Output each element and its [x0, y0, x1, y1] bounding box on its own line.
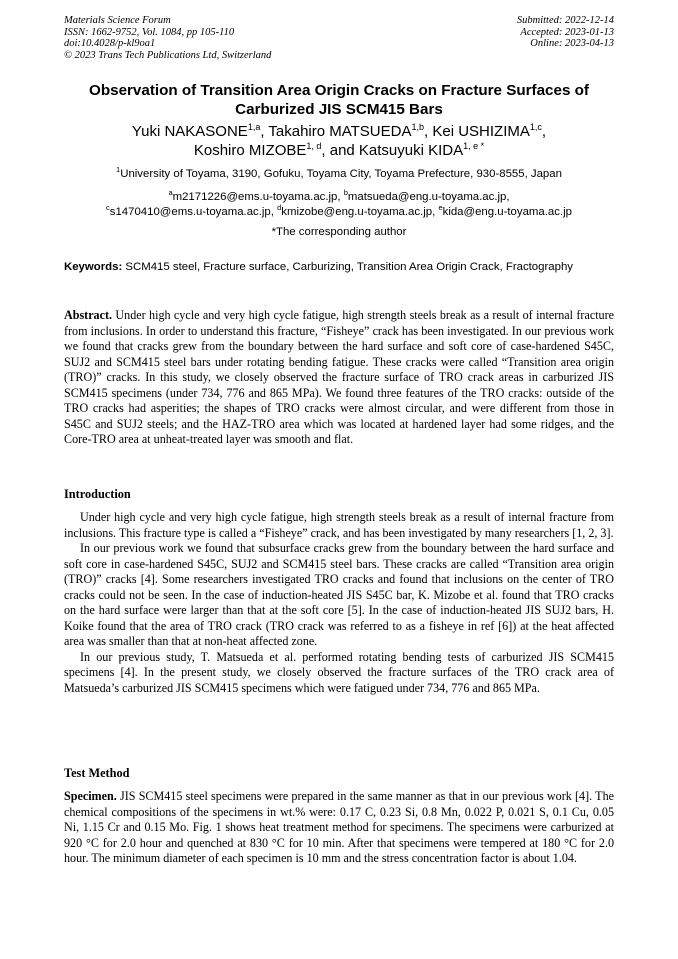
date-accepted: Accepted: 2023-01-13: [520, 26, 614, 38]
keywords: [64, 260, 614, 275]
affiliation: [64, 167, 614, 181]
author-name: Koshiro MIZOBE: [193, 141, 307, 159]
publication-dates: [517, 15, 614, 50]
date-online: Online: 2023-04-13: [530, 38, 614, 49]
journal-issn: ISSN: 1662-9752, Vol. 1084, pp 105-110: [64, 26, 235, 38]
author-name: , Takahiro MATSUEDA: [260, 123, 412, 140]
abstract-label: Abstract.: [64, 308, 113, 322]
author-list: [64, 123, 614, 160]
section-heading-introduction: Introduction: [64, 487, 131, 501]
section-heading-test-method: Test Method: [64, 766, 130, 780]
email-sup: e: [438, 203, 443, 213]
email-sup: b: [343, 188, 348, 198]
email-link[interactable]: s1470410@ems.u-toyama.ac.jp,: [109, 206, 278, 218]
email-link[interactable]: m2171226@ems.u-toyama.ac.jp,: [172, 191, 344, 203]
specimen-paragraph: [64, 789, 614, 867]
email-sup: a: [168, 188, 173, 198]
affiliation-text: University of Toyama, 3190, Gofuku, Toyama City, Toyama Prefecture, 930-8555, Japan: [120, 168, 562, 180]
intro-paragraph-1: Under high cycle and very high cycle fatigue, high strength steels break as a result of internal fracture from inclusions. This fracture type is called a “Fisheye” crack, and has been investigated by many researchers [1, 2, 3].: [64, 510, 614, 540]
journal-info: [64, 15, 271, 61]
email-link[interactable]: matsueda@eng.u-toyama.ac.jp,: [347, 191, 510, 203]
author-affil-sup: 1, d: [306, 140, 322, 151]
email-sup: c: [106, 203, 110, 213]
author-affil-sup: 1,a: [247, 122, 261, 132]
author-emails: [64, 190, 614, 220]
journal-doi[interactable]: doi:10.4028/p-kl9oa1: [64, 38, 156, 49]
intro-paragraph-3: In our previous study, T. Matsueda et al. performed rotating bending tests of carburized JIS SCM415 specimens [4]. In the present study, we closely observed the fracture surfaces of the TRO crack area of Matsueda’s carburized JIS SCM415 specimens which were fatigued under 734, 776 and 865 MPa.: [64, 649, 614, 695]
journal-name: Materials Science Forum: [64, 15, 171, 26]
date-submitted: Submitted: 2022-12-14: [516, 15, 614, 26]
author-line-2: [64, 142, 614, 161]
abstract: [64, 308, 614, 448]
journal-copyright: © 2023 Trans Tech Publications Ltd, Switzerland: [64, 49, 272, 61]
author-affil-sup: 1,c: [529, 122, 542, 132]
corresponding-author-note: *The corresponding author: [271, 226, 407, 238]
introduction-section: [64, 510, 614, 696]
title-line-1: Observation of Transition Area Origin Cracks on Fracture Surfaces of: [89, 82, 589, 99]
author-name: Yuki NAKASONE: [131, 123, 248, 140]
email-link[interactable]: kida@eng.u-toyama.ac.jp: [442, 206, 572, 218]
abstract-text: Under high cycle and very high cycle fatigue, high strength steels break as a result of internal fracture from inclusions. In order to understand this fracture, “Fisheye” crack has been investigated. In our previous work we found that cracks grew from the boundary between the hard surface and soft core of case-hardened S45C, SUJ2 and SCM415 steel bars under rotating bending fatigue. These cracks were called “Transition area origin (TRO)” cracks. In this study, we closely observed the fracture surface of TRO crack areas in carburized JIS SCM415 specimens (under 734, 776 and 865 MPa). We found three features of the TRO cracks: outside of the TRO cracks had asperities; the shapes of TRO cracks were almost circular, and were different from those in S45C and SUJ2 steels; and the HAZ-TRO area which was located at hardened layer had some ridges, and the Core-TRO area at unheat-treated layer was smooth and flat.: [64, 308, 614, 446]
author-separator: ,: [541, 123, 547, 140]
email-line-2: [64, 205, 614, 220]
author-line-1: [64, 123, 614, 142]
paper-title: [64, 82, 614, 119]
keywords-label: Keywords:: [64, 261, 123, 273]
author-name: , Kei USHIZIMA: [424, 123, 530, 140]
abstract-paragraph: [64, 308, 614, 448]
email-sup: d: [277, 203, 282, 213]
intro-paragraph-2: In our previous work we found that subsurface cracks grew from the boundary between the hard surface and soft core in case-hardened S45C, SUJ2 and SCM415 steel bars. These cracks are called “Transition area origin (TRO)” cracks [4]. Some researchers investigated TRO cracks and found that inclusions on the center of TRO cracks could not be seen. In the case of induction-heated JIS S45C bar, K. Mizobe et al. found that TRO cracks on the hard surface were larger than that at the soft core [5]. In the case of induction-heated JIS SUJ2 bars, H. Koike found that the area of TRO crack (TRO crack was referred to as a fisheye in ref [6]) at the heat affected area was smaller than that at non-heat affected zone.: [64, 541, 614, 648]
keywords-text: SCM415 steel, Fracture surface, Carburizing, Transition Area Origin Crack, Fractography: [122, 261, 573, 273]
email-link[interactable]: kmizobe@eng.u-toyama.ac.jp,: [281, 206, 439, 218]
email-line-1: [64, 190, 614, 205]
test-method-section: [64, 789, 614, 867]
author-affil-sup: 1, e *: [463, 140, 485, 151]
author-name: , and Katsuyuki KIDA: [321, 141, 464, 159]
specimen-text: JIS SCM415 steel specimens were prepared in the same manner as that in our previous work [4]. The chemical compositions of the specimens in wt.% were: 0.17 C, 0.23 Si, 0.8 Mn, 0.022 P, 0.021 S, 0.1 Cu, 0.05 Ni, 1.15 Cr and 0.15 Mo. Fig. 1 shows heat treatment method for specimens. The specimens were carburized at 920 °C for 2.0 hour and quenched at 830 °C for 10 min. After that specimens were tempered at 180 °C for 2.0 hour. The minimum diameter of each specimen is 10 mm and the stress concentration factor is about 1.04.: [64, 789, 614, 865]
author-affil-sup: 1,b: [411, 122, 425, 132]
title-line-2: Carburized JIS SCM415 Bars: [235, 100, 443, 118]
affiliation-sup: 1: [116, 165, 121, 175]
specimen-label: Specimen.: [64, 789, 117, 803]
